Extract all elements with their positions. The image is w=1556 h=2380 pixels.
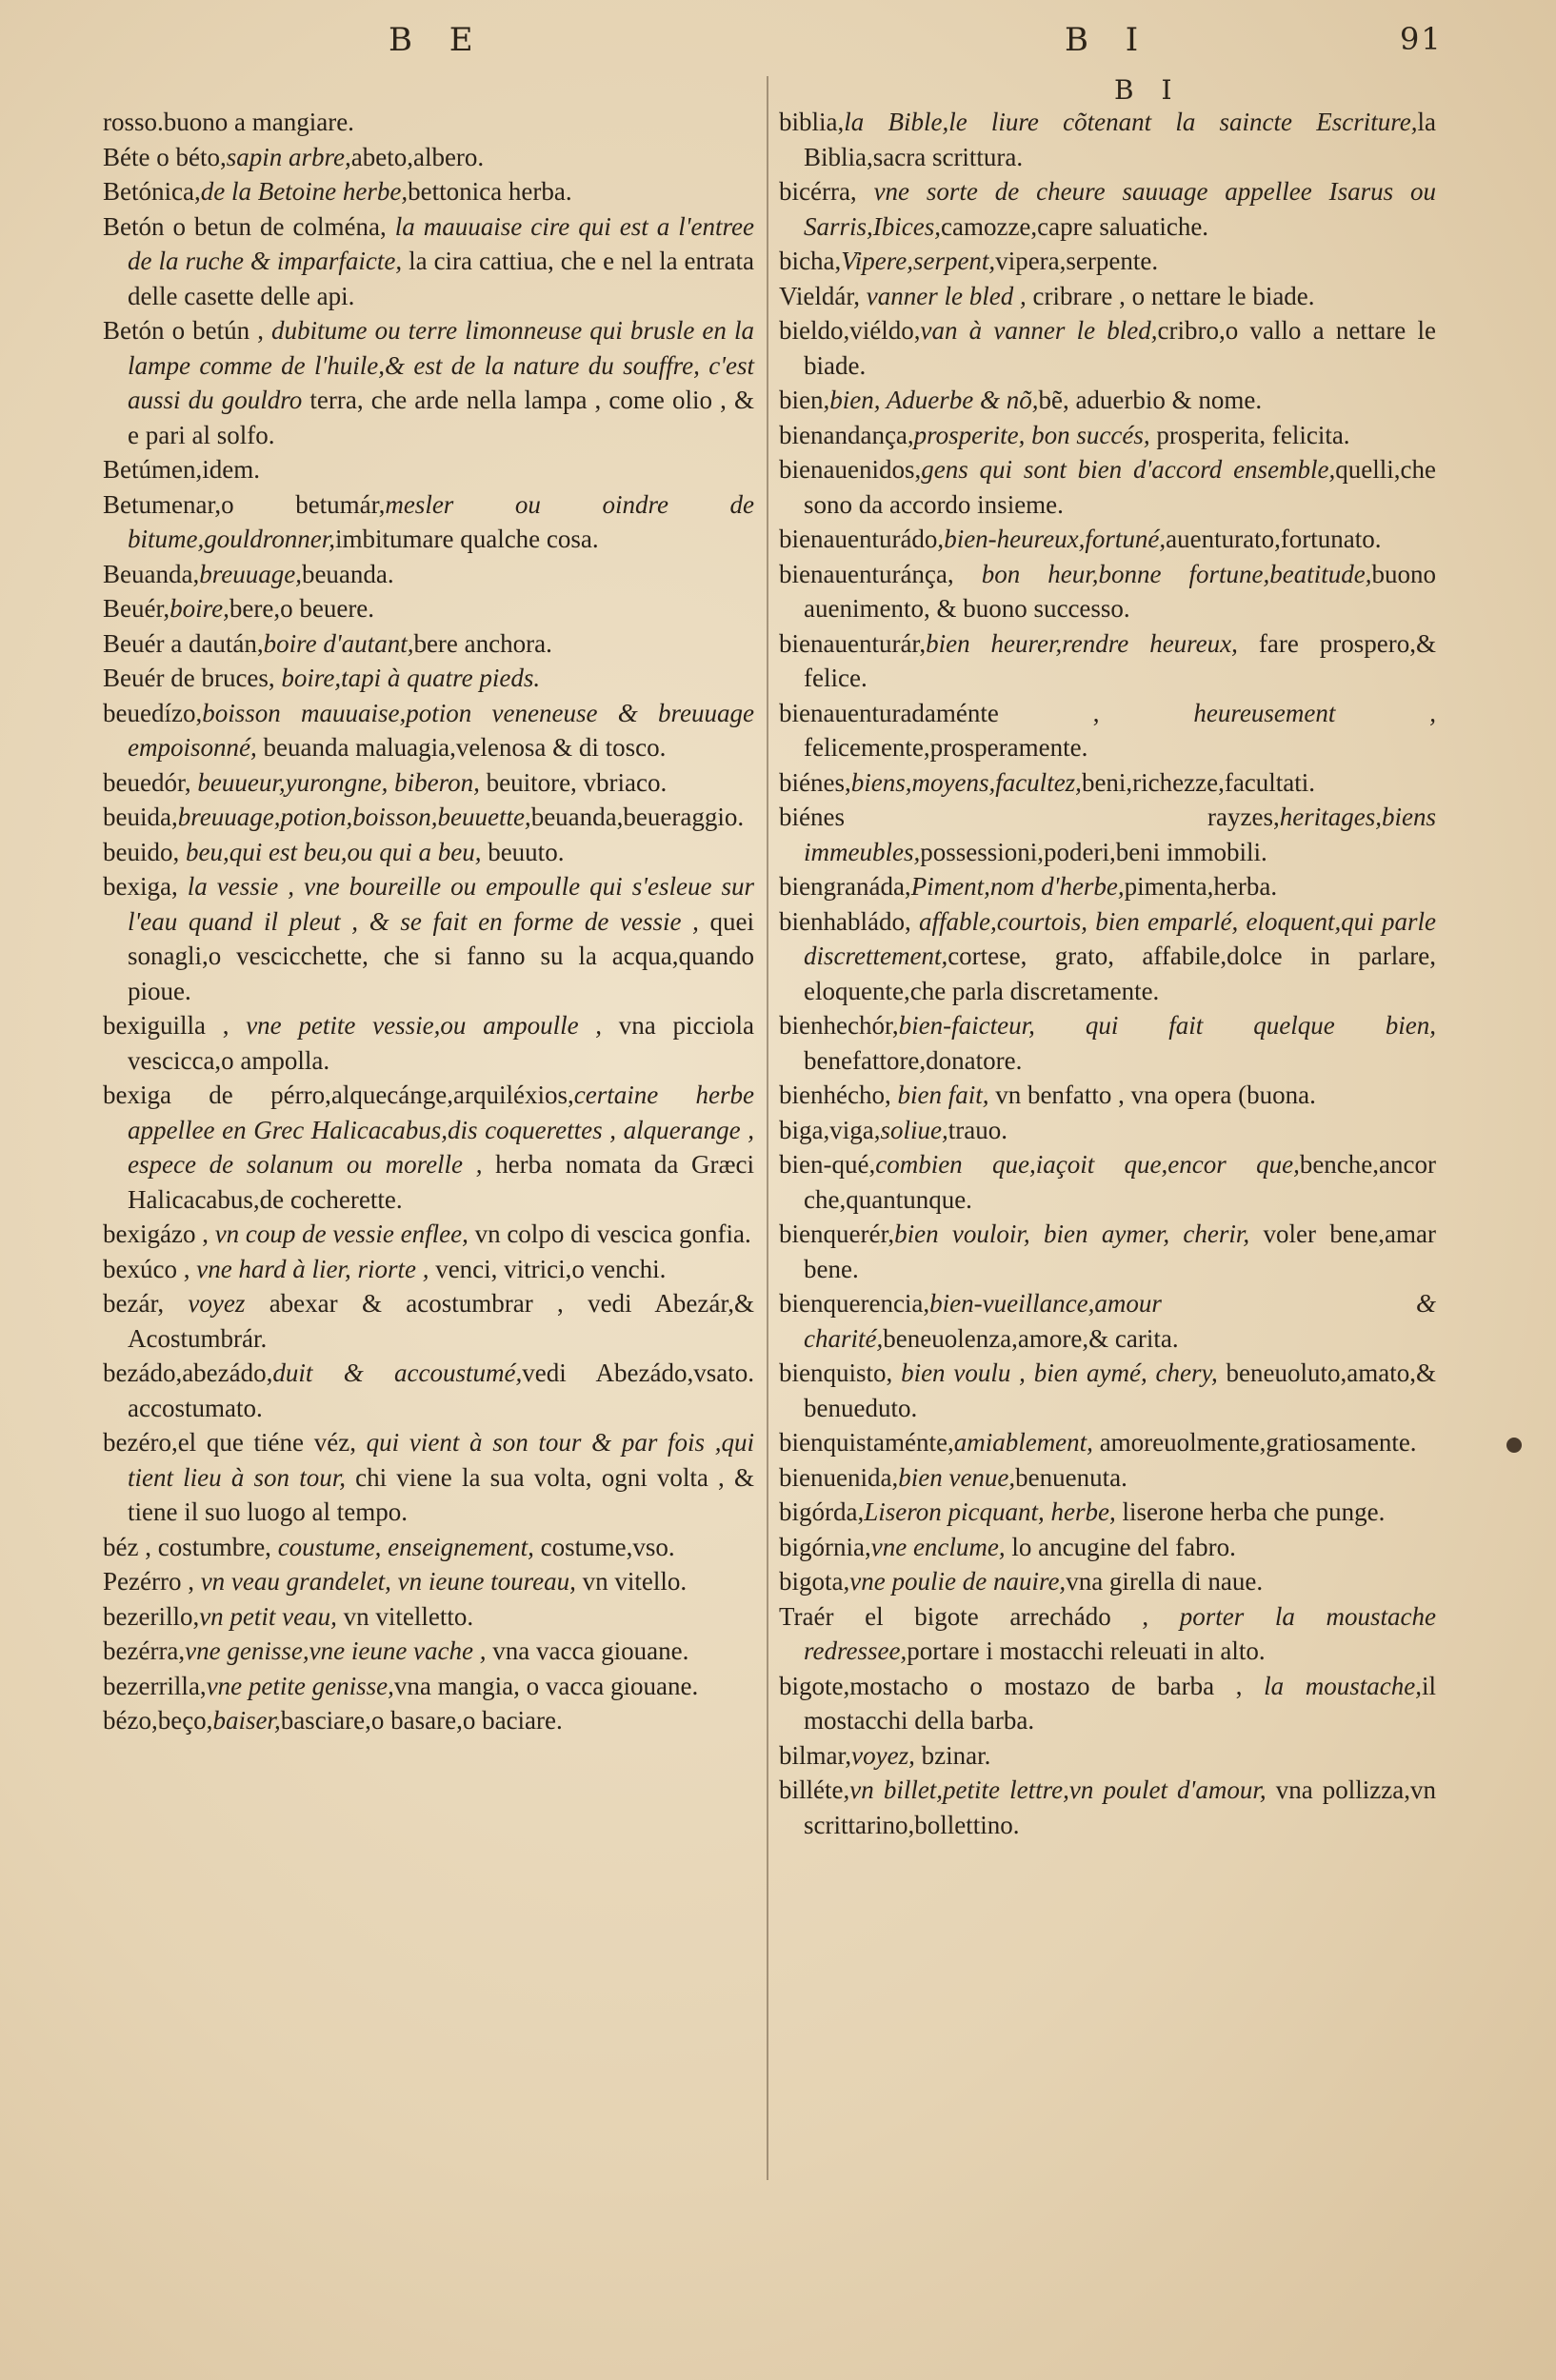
dictionary-entry <box>779 1738 1436 1774</box>
entry-text: bicérra, <box>779 177 874 206</box>
french-gloss: van à vanner le bled, <box>920 316 1158 345</box>
entry-text: costume,vso. <box>533 1532 675 1561</box>
dictionary-entry <box>103 626 754 662</box>
french-gloss: boire d'autant, <box>263 628 414 658</box>
french-gloss: heureusement , <box>1193 698 1436 727</box>
entry-text: biénes rayzes, <box>779 803 1280 831</box>
entry-text: vedi Abezádo,vsato. accostumato. <box>128 1359 754 1422</box>
entry-text: béz , costumbre, <box>103 1532 278 1561</box>
entry-text: bezerillo, <box>103 1601 200 1631</box>
dictionary-entry <box>103 1634 754 1669</box>
entry-text: bezéro,el que tiéne véz, <box>103 1428 367 1457</box>
entry-text: herba nomata da Græci Halicacabus,de cocherette. <box>128 1150 754 1214</box>
entry-text: bienauenturánça, <box>779 559 982 588</box>
french-gloss: combien que,iaçoit que,encor que, <box>875 1150 1300 1179</box>
french-gloss: Piment,nom d'herbe, <box>910 872 1125 901</box>
entry-text: benche,ancor che,quantunque. <box>804 1150 1436 1214</box>
entry-text: beuida, <box>103 803 178 831</box>
entry-text: Beuér a daután, <box>103 628 264 658</box>
entry-text: quei sonagli,o vescicchette, che si fanno su la acqua,quando pioue. <box>128 906 754 1005</box>
dictionary-entry <box>103 1008 754 1078</box>
french-gloss: boisson mauuaise,potion veneneuse & breuuage empoisonné, <box>128 698 754 762</box>
entry-text: beuuto. <box>481 837 565 866</box>
entry-text: vna pollizza,vn scrittarino,bollettino. <box>804 1775 1436 1839</box>
dictionary-entry <box>103 1217 754 1252</box>
dictionary-entry <box>103 105 754 140</box>
dictionary-entry <box>779 557 1436 626</box>
dictionary-entry <box>103 1530 754 1565</box>
entry-text: Vieldár, <box>779 281 867 310</box>
entry-text: vna picciola vescicca,o ampolla. <box>128 1011 754 1075</box>
entry-text: bigórnia, <box>779 1532 871 1561</box>
dictionary-entry <box>779 1286 1436 1356</box>
french-gloss: voyez <box>188 1289 246 1318</box>
dictionary-entry <box>779 244 1436 279</box>
entry-text: billéte, <box>779 1775 850 1804</box>
column-rule <box>767 76 768 2180</box>
entry-text: bezerrilla, <box>103 1671 207 1700</box>
entry-text: imbitumare qualche cosa. <box>335 525 599 553</box>
entry-text: cribro,o vallo a nettare le biade. <box>804 316 1436 380</box>
entry-text: bienauenturádo, <box>779 525 945 553</box>
entry-text: chi viene la sua volta, ogni volta , & tiene il suo luogo al tempo. <box>128 1462 754 1526</box>
french-gloss: coustume, enseignement, <box>277 1532 534 1561</box>
running-head-left: B E <box>389 21 487 59</box>
dictionary-entry <box>779 869 1436 904</box>
running-head-right: B I <box>1065 21 1152 59</box>
entry-text: bezádo,abezádo, <box>103 1359 273 1387</box>
entry-text: bẽ, aduerbio & nome. <box>1038 386 1263 414</box>
entry-text: bexigázo , <box>103 1220 215 1248</box>
entry-text: bezérra, <box>103 1636 186 1665</box>
french-gloss: vne hard à lier, riorte , <box>196 1254 429 1283</box>
entry-text: bexúco , <box>103 1254 197 1283</box>
dictionary-entry <box>779 1425 1436 1460</box>
entry-text: beuitore, vbriaco. <box>479 767 668 797</box>
entry-text: bettonica herba. <box>408 177 572 206</box>
dictionary-entry <box>779 1147 1436 1217</box>
french-gloss: mesler ou oindre de bitume,gouldronner, <box>128 489 754 553</box>
entry-text: vna mangia, o vacca giouane. <box>393 1671 699 1700</box>
french-gloss: la mauuaise cire qui est a l'entree de la ruche & imparfaicte, <box>128 211 754 275</box>
entry-text: fare prospero,& felice. <box>804 628 1436 692</box>
entry-text: benefattore,donatore. <box>804 1045 1023 1075</box>
entry-text: bienhechór, <box>779 1011 899 1040</box>
entry-text: bien, <box>779 386 830 414</box>
french-gloss: bien heurer,rendre heureux, <box>926 628 1238 658</box>
french-gloss: bien fait, <box>897 1081 989 1109</box>
french-gloss: la moustache, <box>1264 1671 1422 1700</box>
dictionary-entry <box>103 1286 754 1356</box>
entry-text: benuenuta. <box>1015 1462 1127 1492</box>
entry-text: bienquerér, <box>779 1220 895 1248</box>
french-gloss: Liseron picquant, herbe, <box>864 1497 1116 1526</box>
french-gloss: bien voulu , bien aymé, chery, <box>901 1359 1218 1387</box>
entry-text: basciare,o basare,o baciare. <box>280 1706 563 1735</box>
dictionary-entry <box>779 522 1436 557</box>
entry-text: bilmar, <box>779 1740 852 1770</box>
french-gloss: voyez, <box>851 1740 915 1770</box>
french-gloss: de la Betoine herbe, <box>200 177 409 206</box>
dictionary-entry <box>103 765 754 801</box>
french-gloss: beuueur,yurongne, biberon, <box>197 767 480 797</box>
french-gloss: prosperite, bon succés, <box>913 420 1150 449</box>
dictionary-entry <box>103 452 754 487</box>
entry-text: camozze,capre saluatiche. <box>941 211 1209 241</box>
entry-text: vn colpo di vescica gonfia. <box>468 1220 751 1248</box>
entry-text: bienuenida, <box>779 1462 899 1492</box>
dictionary-entry <box>779 452 1436 522</box>
entry-text: lo ancugine del fabro. <box>1005 1532 1236 1561</box>
entry-text: Beuér de bruces, <box>103 664 282 692</box>
dictionary-entry <box>103 1564 754 1599</box>
french-gloss: affable,courtois, bien emparlé, eloquent,qui parle discrettement, <box>804 906 1436 970</box>
dictionary-entry <box>779 1078 1436 1113</box>
entry-text: bezár, <box>103 1289 189 1318</box>
dictionary-entry <box>779 105 1436 174</box>
french-gloss: bien-heureux,fortuné, <box>944 525 1167 553</box>
entry-text: bere,o beuere. <box>229 594 375 623</box>
entry-text: buono auenimento, & buono successo. <box>804 559 1436 623</box>
entry-text: biblia, <box>779 108 845 136</box>
dictionary-entry <box>103 1599 754 1635</box>
dictionary-entry <box>779 1460 1436 1496</box>
french-gloss: Vipere,serpent, <box>841 247 996 275</box>
dictionary-entry <box>103 1356 754 1425</box>
french-gloss: heritages,biens immeubles, <box>804 803 1436 866</box>
entry-text: Traér el bigote arrechádo , <box>779 1601 1180 1631</box>
french-gloss: bien, Aduerbe & nõ, <box>829 386 1039 414</box>
dictionary-entry <box>779 696 1436 765</box>
entry-text: bexiguilla , <box>103 1011 247 1040</box>
entry-text: bien-qué, <box>779 1150 876 1179</box>
entry-text: Betón o betun de colména, <box>103 211 395 241</box>
entry-text: cortese, grato, affabile,dolce in parlare, eloquente,che parla discretamente. <box>804 942 1436 1005</box>
dictionary-entry <box>779 1669 1436 1738</box>
entry-text: vn vitelletto. <box>336 1601 474 1631</box>
entry-text: beuedór, <box>103 767 198 797</box>
dictionary-entry <box>779 313 1436 383</box>
dictionary-entry <box>103 1703 754 1738</box>
dictionary-entry <box>779 800 1436 869</box>
french-gloss: amiablement, <box>953 1428 1093 1457</box>
entry-text: bienauenidos, <box>779 455 922 484</box>
dictionary-entry <box>779 1356 1436 1425</box>
entry-text: Betumenar,o betumár, <box>103 489 386 519</box>
entry-text: Betónica, <box>103 177 201 206</box>
entry-text: bienquistaménte, <box>779 1428 954 1457</box>
dictionary-entry <box>103 869 754 1008</box>
french-gloss: boire, <box>170 594 229 623</box>
ink-blot <box>1506 1438 1522 1453</box>
entry-text: bieldo,viéldo, <box>779 316 921 345</box>
entry-text: vn vitello. <box>575 1567 688 1596</box>
dictionary-entry <box>103 661 754 696</box>
dictionary-entry <box>779 174 1436 244</box>
entry-text: bexiga de pérro,alquecánge,arquiléxios, <box>103 1081 574 1109</box>
right-column <box>779 105 1436 1842</box>
entry-text: Beuanda, <box>103 559 200 588</box>
entry-text: trauo. <box>948 1115 1007 1144</box>
french-gloss: breuuage,potion,boisson,beuuette, <box>177 803 531 831</box>
french-gloss: duit & accoustumé, <box>272 1359 523 1387</box>
dictionary-entry <box>103 140 754 175</box>
dictionary-entry <box>103 591 754 626</box>
entry-text: bienhécho, <box>779 1081 898 1109</box>
dictionary-entry <box>779 418 1436 453</box>
french-gloss: gens qui sont bien d'accord ensemble, <box>921 455 1336 484</box>
dictionary-entry <box>779 1530 1436 1565</box>
entry-text: vna vacca giouane. <box>486 1636 689 1665</box>
entry-text: beuedízo, <box>103 698 203 727</box>
french-gloss: bien vouloir, bien aymer, cherir, <box>894 1220 1250 1248</box>
entry-text: auenturato,fortunato. <box>1166 525 1382 553</box>
entry-text: abexar & acostumbrar , vedi Abezár,& Acostumbrár. <box>128 1289 754 1353</box>
french-gloss: vne sorte de cheure sauuage appellee Isarus ou Sarris,Ibices, <box>804 177 1437 241</box>
french-gloss: porter la moustache redressee, <box>804 1601 1436 1665</box>
french-gloss: la Bible,le liure cõtenant la saincte Escriture, <box>844 108 1418 136</box>
running-head <box>0 21 1556 69</box>
entry-text: la Biblia,sacra scrittura. <box>804 108 1436 171</box>
french-gloss: baiser, <box>212 1706 281 1735</box>
dictionary-entry <box>103 1252 754 1287</box>
entry-text: il mostacchi della barba. <box>804 1671 1436 1735</box>
entry-text: la cira cattiua, che e nel la entrata delle casette delle api. <box>128 247 754 310</box>
entry-text: bienandança, <box>779 420 914 449</box>
dictionary-entry <box>779 765 1436 801</box>
entry-text: beni,richezze,facultati. <box>1081 767 1316 797</box>
french-gloss: bien-faicteur, qui fait quelque bien, <box>898 1011 1436 1040</box>
dictionary-entry <box>103 174 754 209</box>
right-section-head: B I <box>1114 74 1182 106</box>
dictionary-entry <box>779 1773 1436 1842</box>
french-gloss: vn coup de vessie enflee, <box>214 1220 469 1248</box>
page-number: 91 <box>1400 21 1443 57</box>
dictionary-entry <box>103 835 754 870</box>
left-column <box>103 105 754 1738</box>
dictionary-entry <box>103 696 754 765</box>
entry-text: vn benfatto , vna opera (buona. <box>988 1081 1316 1109</box>
dictionary-entry <box>779 383 1436 418</box>
dictionary-entry <box>103 800 754 835</box>
french-gloss: vne petite vessie,ou ampoulle , <box>246 1011 603 1040</box>
entry-text: bzinar. <box>914 1740 991 1770</box>
entry-text: voler bene,amar bene. <box>804 1220 1437 1283</box>
entry-text: bienquerencia, <box>779 1289 930 1318</box>
french-gloss: boire,tapi à quatre pieds. <box>281 664 541 692</box>
dictionary-entry <box>103 557 754 592</box>
french-gloss: bon heur,bonne fortune,beatitude, <box>981 559 1372 588</box>
entry-text: vna girella di naue. <box>1066 1567 1264 1596</box>
entry-text: bienauenturár, <box>779 628 927 658</box>
french-gloss: biens,moyens,facultez, <box>850 767 1082 797</box>
french-gloss: vn petit veau, <box>199 1601 337 1631</box>
entry-text: amoreuolmente,gratiosamente. <box>1092 1428 1417 1457</box>
entry-text: Béte o béto, <box>103 142 227 171</box>
french-gloss: breuuage, <box>199 559 302 588</box>
entry-text: biénes, <box>779 767 851 797</box>
dictionary-entry <box>779 626 1436 696</box>
entry-text: rosso.buono a mangiare. <box>103 108 354 136</box>
entry-text: portare i mostacchi releuati in alto. <box>907 1636 1266 1665</box>
dictionary-entry <box>779 1599 1436 1669</box>
entry-text: beuanda,beueraggio. <box>530 803 745 831</box>
dictionary-entry <box>779 1113 1436 1148</box>
dictionary-entry <box>103 209 754 314</box>
french-gloss: bien venue, <box>898 1462 1016 1492</box>
entry-text: beuido, <box>103 837 186 866</box>
entry-text: beuanda. <box>301 559 394 588</box>
entry-text: beuanda maluagia,velenosa & di tosco. <box>256 733 667 762</box>
entry-text: cribrare , o nettare le biade. <box>1026 281 1315 310</box>
french-gloss: vn billet,petite lettre,vn poulet d'amour, <box>849 1775 1267 1804</box>
dictionary-entry <box>779 904 1436 1009</box>
french-gloss: vne enclume, <box>870 1532 1006 1561</box>
dictionary-entry <box>103 313 754 452</box>
entry-text: venci, vitrici,o venchi. <box>429 1254 667 1283</box>
entry-text: beneuolenza,amore,& carita. <box>883 1323 1179 1353</box>
dictionary-entry <box>103 1669 754 1704</box>
dictionary-entry <box>103 1078 754 1217</box>
french-gloss: soliue, <box>880 1115 948 1144</box>
entry-text: bigota, <box>779 1567 850 1596</box>
dictionary-entry <box>779 1008 1436 1078</box>
entry-text: biga,viga, <box>779 1115 881 1144</box>
entry-text: bigote,mostacho o mostazo de barba , <box>779 1671 1265 1700</box>
dictionary-entry <box>779 279 1436 314</box>
entry-text: abeto,albero. <box>350 142 485 171</box>
entry-text: possessioni,poderi,beni immobili. <box>920 837 1267 866</box>
entry-text: quelli,che sono da accordo insieme. <box>804 455 1436 519</box>
entry-text: biengranáda, <box>779 872 911 901</box>
entry-text: Pezérro , <box>103 1567 201 1596</box>
entry-text: felicemente,prosperamente. <box>804 733 1088 762</box>
french-gloss: qui vient à son tour & par fois ,qui tient lieu à son tour, <box>128 1428 754 1492</box>
entry-text: beneuoluto,amato,& benueduto. <box>804 1359 1436 1422</box>
entry-text: prosperita, felicita. <box>1149 420 1350 449</box>
entry-text: liserone herba che punge. <box>1115 1497 1386 1526</box>
entry-text: terra, che arde nella lampa , come olio , & e pari al solfo. <box>128 386 754 449</box>
entry-text: Beuér, <box>103 594 170 623</box>
dictionary-entry <box>103 487 754 557</box>
french-gloss: certaine herbe appellee en Grec Halicacabus,dis coquerettes , alquerange , espece de solanum ou morelle , <box>128 1081 755 1179</box>
entry-text: bexiga, <box>103 872 188 901</box>
entry-text: bigórda, <box>779 1497 865 1526</box>
french-gloss: dubitume ou terre limonneuse qui brusle en la lampe comme de l'huile,& est de la nature du souffre, c'est aussi du gouldro <box>128 316 754 414</box>
entry-text: bienquisto, <box>779 1359 902 1387</box>
french-gloss: vne genisse,vne ieune vache , <box>185 1636 487 1665</box>
dictionary-entry <box>779 1564 1436 1599</box>
entry-text: bere anchora. <box>413 628 552 658</box>
french-gloss: vne poulie de nauire, <box>849 1567 1067 1596</box>
entry-text: bézo,beço, <box>103 1706 213 1735</box>
entry-text: Betúmen,idem. <box>103 455 260 484</box>
french-gloss: la vessie , vne boureille ou empoulle qui s'esleue sur l'eau quand il pleut , & se fait en forme de vessie , <box>128 872 754 936</box>
french-gloss: bien-vueillance,amour & charité, <box>804 1289 1436 1353</box>
entry-text: vipera,serpente. <box>995 247 1159 275</box>
entry-text: bienauenturadaménte , <box>779 698 1194 727</box>
dictionary-entry <box>779 1217 1436 1286</box>
french-gloss: vn veau grandelet, vn ieune toureau, <box>200 1567 576 1596</box>
entry-text: pimenta,herba. <box>1124 872 1278 901</box>
entry-text: bicha, <box>779 247 842 275</box>
french-gloss: sapin arbre, <box>226 142 351 171</box>
french-gloss: beu,qui est beu,ou qui a beu, <box>186 837 482 866</box>
dictionary-entry <box>779 1495 1436 1530</box>
french-gloss: vanner le bled , <box>866 281 1027 310</box>
dictionary-entry <box>103 1425 754 1530</box>
entry-text: Betón o betún , <box>103 316 272 345</box>
entry-text: bienhabládo, <box>779 906 919 936</box>
french-gloss: vne petite genisse, <box>206 1671 394 1700</box>
